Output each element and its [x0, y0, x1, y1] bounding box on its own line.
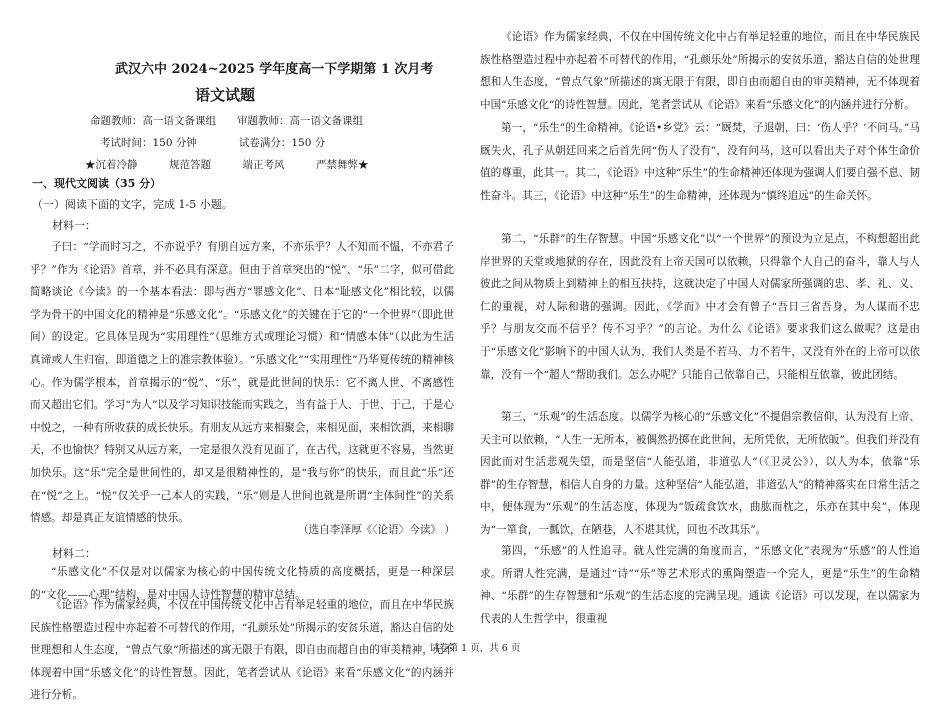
material-paragraph: 子曰：“学而时习之，不亦说乎？有朋自远方来，不亦乐乎？人不知而不愠，不亦君子乎？”作为《论语》首章，并不必具有深意。但由于首章突出的“悦”、“乐”二字，似可借此简略谈论《今读》的一个基本看法：即与西方“罪感文化”、日本“耻感文化”相比较，以儒学为骨干的中国文化的精神是“乐感文化”。“乐感文化”的关键在于它的“一个世界”（即此世间）的设定。它具体呈现为“实用理性”（思维方式或理论习惯）和“情感本体”（以此为生活真谛或人生归宿，即道德之上的准宗教体验）。“乐感文化”“实用理性”乃华夏传统的精神核心。作为儒学根本，首章揭示的“悦”、“乐”，就是此世间的快乐：它不离人世、不离感性而又超出它们。学习“为人”以及学习知识技能而实践之，当有益于人、于世、于己，于是心中悦之，一种有所收获的成长快乐。有朋友从远方来相聚会，来相见面，来相饮酒，来相聊天，不也愉快？特别又从远方来，一定是很久没有见面了，在古代，这就更不容易，当然更加快乐。这“乐”完全是世间性的，却又是很精神性的，是“我与你”的快乐，而且此“乐”还在“悦”之上。“悦”仅关乎一己本人的实践，“乐”则是人世间也就是所谓“主体间性”的关系情感。却是真正友谊情感的快乐。: [30, 241, 454, 525]
material-paragraph: 第三，“乐观”的生活态度。以儒学为核心的“乐感文化”不提倡宗教信仰，认为没有上帝、天主可以依赖，“人生一无所本，被偶然扔掷在此世间，无所凭依，无所依皈”。但我们并没有因此而对生活悲观失望，而是坚信“人能弘道，非道弘人”（《卫灵公》），以人为本，依靠“乐群”的生存智慧，相信人自身的力量。这种坚信“人能弘道，非道弘人”的精神落实在日常生活之中，便体现为“乐观”的生活态度，体现为“饭疏食饮水，曲肱而枕之，乐亦在其中矣”，体现为“一箪食，一瓢饮，在陋巷，人不堪其忧，回也不改其乐”。: [480, 411, 920, 536]
material-paragraph: “乐感文化”不仅是对以儒家为核心的中国传统文化特质的高度概括，更是一种深层的“文化——心理”结构，是对中国人诗性智慧的精审总结。: [30, 566, 454, 601]
time-score-line: 考试时间：150 分钟 试卷满分：150 分: [100, 137, 326, 149]
material-paragraph: 《论语》作为儒家经典，不仅在中国传统文化中占有举足轻重的地位，而且在中华民族民族性格塑造过程中亦起着不可替代的作用，“孔颜乐处”所揭示的安贫乐道，豁达自信的处世理想和人生态度，“曾点气象”所描述的寓无限于有限，即自由而超自由的审美精神，无不体现着中国“乐感文化”的诗性智慧。因此，笔者尝试从《论语》来看“乐感文化”的内涵并进行分析。: [30, 599, 454, 702]
material-paragraph: 第二，“乐群”的生存智慧。中国“乐感文化”以“一个世界”的预设为立足点，不构想超出此岸世界的天堂或地狱的存在，因此没有上帝天国可以依赖，只得靠个人自己的奋斗，靠人与人彼此之间从物质上到精神上的相互扶持，这就决定了中国人对儒家所强调的忠、孝、礼、义、仁的重视，对人际和谐的强调。因此，《学而》中才会有曾子“吾日三省吾身，为人谋而不忠乎？与朋友交而不信乎？传不习乎？”的言论。为什么《论语》要求我们这么做呢？这是由于“乐感文化”影响下的中国人认为，我们人类是不若马、力不若牛，又没有外在的上帝可以依靠，没有一个“超人”帮助我们。怎么办呢？只能自己依靠自己，只能相互依靠，彼此团结。: [480, 233, 920, 381]
subject-title: 语文试题: [195, 86, 256, 104]
material-paragraph: 第一，“乐生”的生命精神。《论语•乡党》云：“厩焚，子退朝，曰：‘伤人乎？’不问马。”马厩失火，孔子从朝廷回来之后首先问“伤人了没有”，没有问马，这可以看出夫子对个体生命价值的尊重，此其一。其二，《论语》中这种“乐生”的生命精神还体现为强调人们要自强不息、韧性奋斗。其三，《论语》中这种“乐生”的生命精神，还体现为“慎终追远”的生命关怀。: [480, 122, 920, 202]
material-paragraph-continued: [480, 31, 920, 117]
material-paragraph: 《论语》作为儒家经典，不仅在中国传统文化中占有举足轻重的地位，而且在中华民族民族性格塑造过程中亦起着不可替代的作用，“孔颜乐处”所揭示的安贫乐道，豁达自信的处世理想和人生态度，“曾点气象”所描述的寓无限于有限，即自由而超自由的审美精神，无不体现着中国“乐感文化”的诗性智慧。因此，笔者尝试从《论语》来看“乐感文化”的内涵并进行分析。: [480, 31, 920, 111]
setters-line: 命题教师：高一语文备课组 审题教师：高一语文备课组: [90, 115, 363, 127]
material-source: （选自李泽厚《〈论语〉今读》 ）: [298, 524, 455, 536]
material-paragraph: 第四，“乐感”的人性追寻。就人性完满的角度而言，“乐感文化”表现为“乐感”的人性追求。所谓人性完满，是通过“诗”“乐”等艺术形式的熏陶塑造一个完人，更是“乐生”的生命精神、“乐群”的生存智慧和“乐观”的生活态度的完满呈现。通读《论语》可以发现，在以儒家为代表的人生哲学中，很重视: [480, 545, 920, 625]
material-label: 材料二：: [52, 547, 96, 560]
section-subheading: （一）阅读下面的文字，完成 1-5 小题。: [32, 198, 233, 211]
exam-title: 武汉六中 2024~2025 学年度高一下学期第 1 次月考: [115, 62, 434, 77]
material-label: 材料一：: [52, 219, 96, 232]
exam-motto: ★沉着冷静 规范答题 端正考风 严禁舞弊★: [85, 159, 369, 171]
page-footer: 试卷第 1 页，共 6 页: [429, 643, 521, 654]
section-heading: 一、现代文阅读（35 分）: [32, 177, 162, 190]
